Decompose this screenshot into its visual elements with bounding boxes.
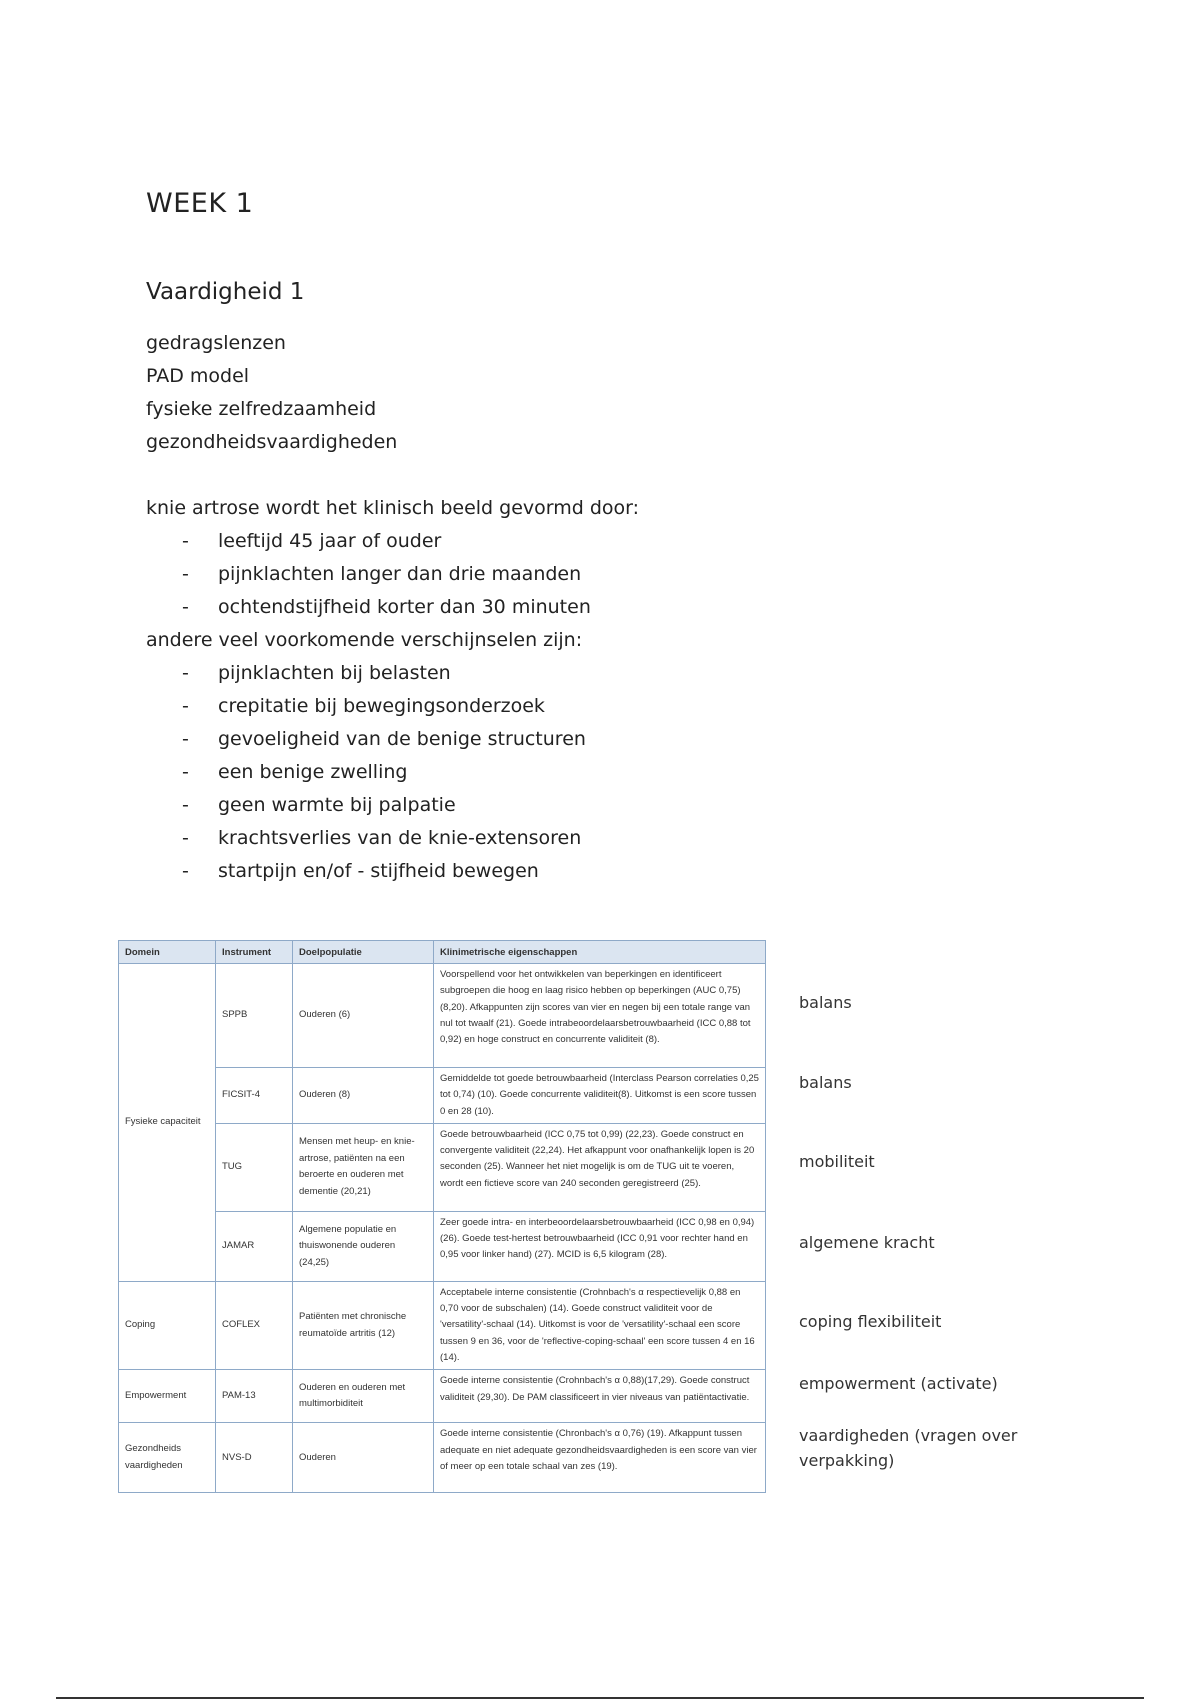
header-properties: Klinimetrische eigenschappen [434, 941, 766, 964]
symptom-list [146, 657, 586, 888]
header-instrument: Instrument [216, 941, 293, 964]
table-row [119, 1123, 766, 1211]
annotation-nvsd: vaardigheden (vragen over verpakking) [799, 1426, 1018, 1470]
domain-cell: Empowerment [119, 1370, 216, 1423]
symptom-text: startpijn en/of - stijfheid bewegen [218, 860, 539, 882]
annotation-coflex: coping flexibiliteit [799, 1312, 942, 1331]
page-title: WEEK 1 [146, 188, 254, 219]
table-row [119, 964, 766, 1068]
section-title: Vaardigheid 1 [146, 279, 305, 305]
symptom-text: crepitatie bij bewegingsonderzoek [218, 695, 545, 717]
dash-bullet: - [182, 695, 189, 717]
dash-bullet: - [182, 596, 189, 618]
instrument-table [118, 940, 766, 1493]
instrument-cell: TUG [216, 1123, 293, 1211]
criteria-list [146, 525, 591, 624]
dash-bullet: - [182, 728, 189, 750]
topic-item: gezondheidsvaardigheden [146, 431, 398, 453]
annotation-pam: empowerment (activate) [799, 1374, 998, 1393]
table-row [119, 1068, 766, 1124]
criteria-item [146, 591, 591, 624]
domain-cell: Gezondheids vaardigheden [119, 1423, 216, 1493]
population-cell: Algemene populatie en thuiswonende ouderen (24,25) [293, 1211, 434, 1281]
dash-bullet: - [182, 761, 189, 783]
instrument-cell: COFLEX [216, 1281, 293, 1369]
criteria-text: ochtendstijfheid korter dan 30 minuten [218, 596, 591, 618]
symptom-item [146, 822, 586, 855]
topic-item: fysieke zelfredzaamheid [146, 398, 377, 420]
population-cell: Ouderen [293, 1423, 434, 1493]
instrument-cell: JAMAR [216, 1211, 293, 1281]
dash-bullet: - [182, 827, 189, 849]
annotation-jamar: algemene kracht [799, 1233, 935, 1252]
annotation-sppb: balans [799, 993, 852, 1012]
properties-cell: Acceptabele interne consistentie (Crohnbach's α respectievelijk 0,88 en 0,70 voor de subschalen) (14). Goede construct validiteit voor de 'versatility'-schaal (14). Uitkomst is voor de 'versatility'-schaal een score tussen 9 en 36, voor de 'reflective-coping-schaal' een score tussen 4 en 16 (14). [434, 1281, 766, 1369]
instrument-cell: SPPB [216, 964, 293, 1068]
population-cell: Ouderen en ouderen met multimorbiditeit [293, 1370, 434, 1423]
criteria-item [146, 558, 591, 591]
symptom-item [146, 657, 586, 690]
properties-cell: Voorspellend voor het ontwikkelen van beperkingen en identificeert subgroepen die hoog en laag risico hebben op beperkingen (AUC 0,75) (8,20). Afkappunten zijn scores van vier en negen bij een totale range van nul tot twaalf (21). Goede intrabeoordelaarsbetrouwbaarheid (ICC 0,88 tot 0,92) en hoge construct en concurrente validiteit (8). [434, 964, 766, 1068]
domain-cell: Fysieke capaciteit [119, 964, 216, 1282]
table-row [119, 1423, 766, 1493]
table-row [119, 1281, 766, 1369]
symptom-item [146, 756, 586, 789]
criteria-text: pijnklachten langer dan drie maanden [218, 563, 582, 585]
dash-bullet: - [182, 563, 189, 585]
population-cell: Mensen met heup- en knie-artrose, patiënten na een beroerte en ouderen met dementie (20,21) [293, 1123, 434, 1211]
instrument-cell: NVS-D [216, 1423, 293, 1493]
symptom-item [146, 723, 586, 756]
properties-cell: Zeer goede intra- en interbeoordelaarsbetrouwbaarheid (ICC 0,98 en 0,94)(26). Goede test-hertest betrouwbaarheid (ICC 0,91 voor rechter hand en 0,95 voor linker hand) (27). MCID is 6,5 kilogram (28). [434, 1211, 766, 1281]
dash-bullet: - [182, 662, 189, 684]
instrument-cell: PAM-13 [216, 1370, 293, 1423]
dash-bullet: - [182, 860, 189, 882]
symptom-text: krachtsverlies van de knie-extensoren [218, 827, 582, 849]
properties-cell: Gemiddelde tot goede betrouwbaarheid (Interclass Pearson correlaties 0,25 tot 0,74) (10). Goede concurrente validiteit(8). Uitkomst is een score tussen 0 en 28 (10). [434, 1068, 766, 1124]
header-domain: Domein [119, 941, 216, 964]
criteria-text: leeftijd 45 jaar of ouder [218, 530, 442, 552]
population-cell: Ouderen (8) [293, 1068, 434, 1124]
intro-text: knie artrose wordt het klinisch beeld gevormd door: [146, 497, 640, 519]
symptom-text: pijnklachten bij belasten [218, 662, 451, 684]
properties-cell: Goede betrouwbaarheid (ICC 0,75 tot 0,99) (22,23). Goede construct en convergente validiteit (22,24). Het afkappunt voor onafhankelijk lopen is 20 seconden (25). Wanneer het niet mogelijk is om de TUG uit te voeren, wordt een fictieve score van 240 seconden geregistreerd (25). [434, 1123, 766, 1211]
table-row [119, 1370, 766, 1423]
symptom-text: geen warmte bij palpatie [218, 794, 456, 816]
properties-cell: Goede interne consistentie (Chronbach's α 0,76) (19). Afkappunt tussen adequate en niet adequate gezondheidsvaardigheden is een score van vier of meer op een totale schaal van zes (19). [434, 1423, 766, 1493]
annotation-ficsit: balans [799, 1073, 852, 1092]
symptom-text: een benige zwelling [218, 761, 408, 783]
instrument-cell: FICSIT-4 [216, 1068, 293, 1124]
header-population: Doelpopulatie [293, 941, 434, 964]
symptom-item [146, 690, 586, 723]
population-cell: Patiënten met chronische reumatoïde artritis (12) [293, 1281, 434, 1369]
symptom-text: gevoeligheid van de benige structuren [218, 728, 586, 750]
dash-bullet: - [182, 530, 189, 552]
properties-cell: Goede interne consistentie (Crohnbach's α 0,88)(17,29). Goede construct validiteit (29,30). De PAM classificeert in vier niveaus van patiëntactivatie. [434, 1370, 766, 1423]
topic-list [146, 327, 397, 459]
footer-rule [56, 1697, 1144, 1699]
domain-cell: Coping [119, 1281, 216, 1369]
population-cell: Ouderen (6) [293, 964, 434, 1068]
intro2-text: andere veel voorkomende verschijnselen zijn: [146, 629, 583, 651]
symptom-item [146, 789, 586, 822]
table-row [119, 1211, 766, 1281]
symptom-item [146, 855, 586, 888]
topic-item: PAD model [146, 365, 250, 387]
criteria-item [146, 525, 591, 558]
annotation-tug: mobiliteit [799, 1152, 875, 1171]
dash-bullet: - [182, 794, 189, 816]
topic-item: gedragslenzen [146, 332, 286, 354]
table-header-row [119, 941, 766, 964]
